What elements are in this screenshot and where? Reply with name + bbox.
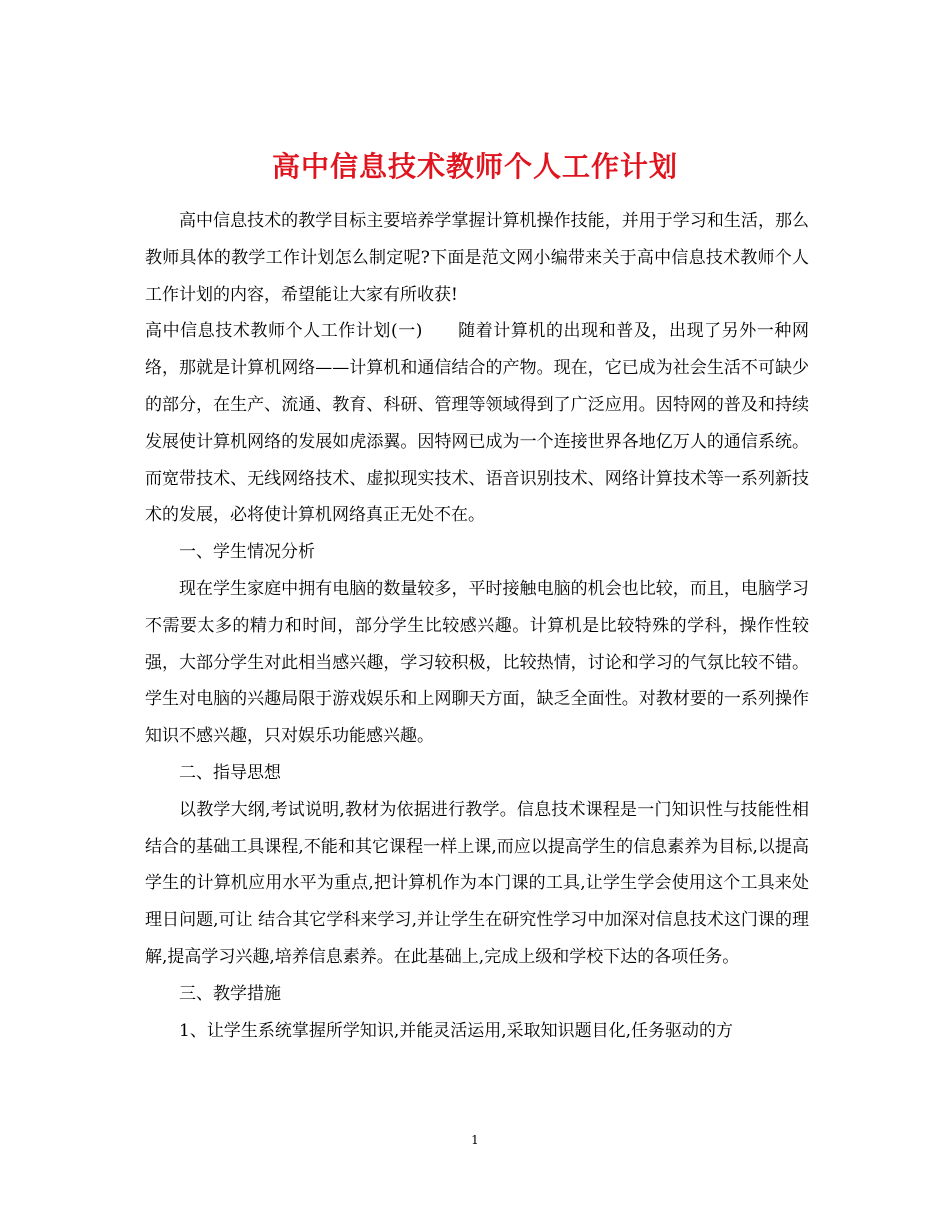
section-heading-guiding-thought: 二、指导思想 <box>179 762 281 783</box>
plan-one-paragraph: 高中信息技术教师个人工作计划(一) 随着计算机的出现和普及，出现了另外一种网络，那就是计算机网络——计算机和通信结合的产物。现在，它已成为社会生活不可缺少的部分，在生产、流通、教育、科研、管理等领域得到了广泛应用。因特网的普及和持续发展使计算机网络的发展如虎添翼。因特网已成为一个连接世界各地亿万人的通信系统。而宽带技术、无线网络技术、虚拟现实技术、语音识别技术、网络计算技术等一系列新技术的发展，必将使计算机网络真正无处不在。 <box>145 321 809 526</box>
section-heading-teaching-measures: 三、教学措施 <box>179 983 281 1004</box>
teaching-measures-paragraph: 1、让学生系统掌握所学知识,并能灵活运用,采取知识题目化,任务驱动的方 <box>179 1020 734 1041</box>
guiding-thought-paragraph: 以教学大纲,考试说明,教材为依据进行教学。信息技术课程是一门知识性与技能性相结合的基础工具课程,不能和其它课程一样上课,而应以提高学生的信息素养为目标,以提高学生的计算机应用水平为重点,把计算机作为本门课的工具,让学生学会使用这个工具来处理日问题,可让 结合其它学科来学习,并让学生在研究性学习中加深对信息技术这门课的理解,提高学习兴趣,培养信息素养。在此基础上,完成上级和学校下达的各项任务。 <box>145 799 809 967</box>
intro-paragraph: 高中信息技术的教学目标主要培养学掌握计算机操作技能，并用于学习和生活，那么教师具体的教学工作计划怎么制定呢?下面是范文网小编带来关于高中信息技术教师个人工作计划的内容，希望能让大家有所收获! <box>145 211 809 305</box>
section-heading-student-analysis: 一、学生情况分析 <box>179 542 315 563</box>
document-body <box>145 203 809 1049</box>
student-analysis-paragraph: 现在学生家庭中拥有电脑的数量较多，平时接触电脑的机会也比较，而且，电脑学习不需要太多的精力和时间，部分学生比较感兴趣。计算机是比较特殊的学科，操作性较强，大部分学生对此相当感兴趣，学习较积极，比较热情，讨论和学习的气氛比较不错。学生对电脑的兴趣局限于游戏娱乐和上网聊天方面，缺乏全面性。对教材要的一系列操作知识不感兴趣，只对娱乐功能感兴趣。 <box>145 578 809 747</box>
document-title: 高中信息技术教师个人工作计划 <box>271 149 678 183</box>
page-number: 1 <box>471 1133 479 1147</box>
